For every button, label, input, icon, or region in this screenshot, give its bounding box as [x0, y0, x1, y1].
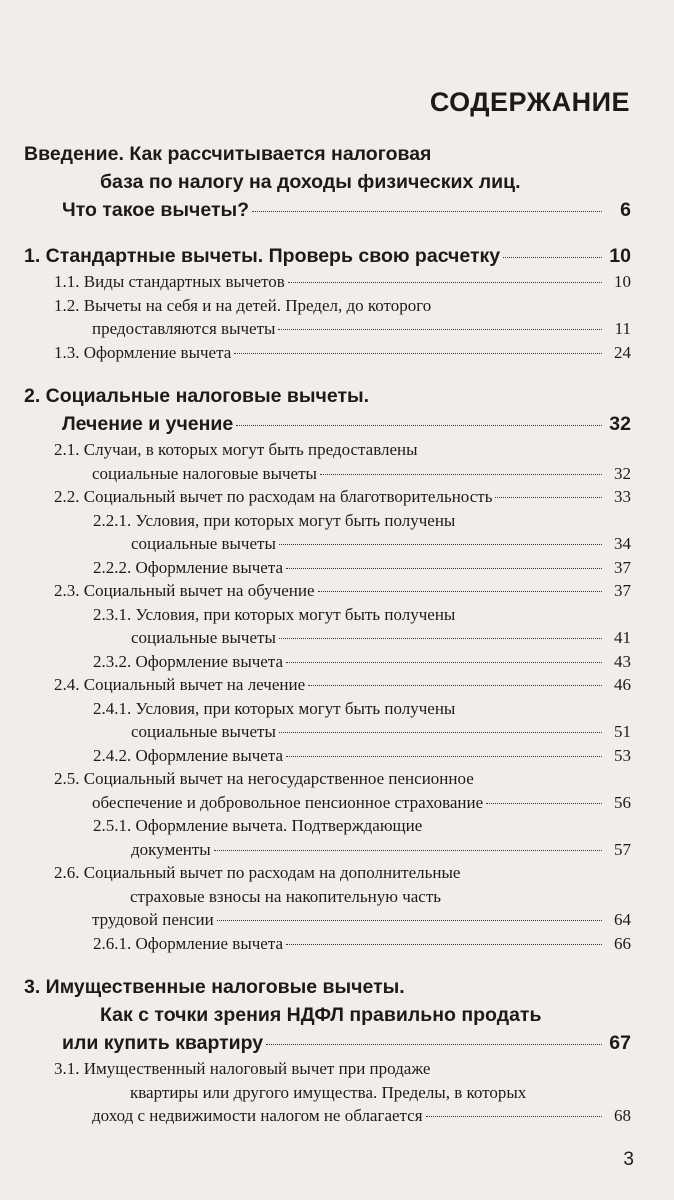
toc-entry[interactable]: [0, 673, 674, 697]
entry-text: квартиры или другого имущества. Пределы, в которых: [130, 1082, 527, 1102]
entry-text: социальные вычеты: [131, 534, 276, 553]
entry-page-number: 68: [614, 1106, 631, 1125]
entry-continuation: [93, 532, 674, 556]
entry-text: база по налогу на доходы физических лиц.: [100, 171, 521, 193]
dot-leader: [308, 685, 602, 686]
entry-text: 2.6.1. Оформление вычета: [93, 933, 284, 953]
toc-section: [0, 382, 674, 955]
entry-line: [24, 242, 674, 270]
entry-text: 1. Стандартные вычеты. Проверь свою расчетку: [24, 245, 501, 267]
dot-leader: [234, 353, 602, 354]
entry-line: [24, 382, 674, 410]
dot-leader: [279, 732, 602, 733]
entry-text: трудовой пенсии: [92, 910, 214, 929]
entry-line: [24, 973, 674, 1001]
entry-page-number: 32: [614, 463, 631, 483]
entry-line: [93, 556, 674, 580]
dot-leader: [486, 803, 602, 804]
entry-page-number: 34: [614, 534, 631, 553]
entry-line: [54, 673, 674, 697]
entry-text: 1.2. Вычеты на себя и на детей. Предел, до которого: [54, 295, 432, 315]
entry-continuation: [54, 908, 674, 932]
dot-leader: [278, 329, 602, 330]
dot-leader: [266, 1044, 602, 1045]
entry-page-number: 10: [614, 272, 631, 291]
entry-text: 3. Имущественные налоговые вычеты.: [24, 976, 405, 998]
section-heading[interactable]: [0, 140, 674, 224]
entry-line: [54, 485, 674, 509]
entry-continuation: [54, 791, 674, 815]
dot-leader: [279, 638, 602, 639]
page-number: 3: [623, 1149, 634, 1170]
entry-line: [54, 341, 674, 365]
entry-line: [93, 650, 674, 674]
entry-page-number: 43: [614, 651, 631, 671]
entry-continuation: [54, 1081, 674, 1105]
entry-text: страховые взносы на накопительную часть: [130, 886, 442, 906]
dot-leader: [217, 920, 602, 921]
entry-text: 2.4. Социальный вычет на лечение: [54, 675, 306, 694]
dot-leader: [286, 568, 602, 569]
toc-section: [0, 140, 674, 224]
dot-leader: [286, 944, 602, 945]
entry-line: [93, 814, 674, 838]
toc-subentry[interactable]: [0, 744, 674, 768]
toc-subentry[interactable]: [0, 932, 674, 956]
heading-continuation: [24, 168, 674, 196]
entry-page-number: 53: [614, 745, 631, 765]
entry-text: 2.1. Случаи, в которых могут быть предоставлены: [54, 440, 418, 459]
entry-text: 2. Социальные налоговые вычеты.: [24, 385, 370, 407]
toc-entry[interactable]: [0, 270, 674, 294]
entry-text: Что такое вычеты?: [62, 199, 250, 221]
entry-page-number: 41: [614, 628, 631, 647]
entry-text: документы: [131, 839, 211, 859]
entry-text: 2.6. Социальный вычет по расходам на дополнительные: [54, 863, 461, 882]
entry-text: или купить квартиру: [62, 1032, 264, 1054]
heading-continuation: [24, 196, 674, 224]
dot-leader: [252, 211, 602, 212]
toc-subentry[interactable]: [0, 697, 674, 744]
dot-leader: [495, 497, 602, 498]
entry-text: обеспечение и добровольное пенсионное страхование: [92, 792, 484, 812]
entry-page-number: 37: [614, 581, 631, 600]
entry-text: 3.1. Имущественный налоговый вычет при продаже: [54, 1059, 431, 1078]
entry-line: [54, 1057, 674, 1081]
entry-page-number: 10: [609, 245, 631, 267]
section-heading[interactable]: [0, 973, 674, 1057]
entry-page-number: 6: [620, 199, 631, 221]
entry-line: [54, 270, 674, 294]
entry-text: социальные вычеты: [131, 722, 276, 741]
entry-page-number: 56: [614, 792, 631, 812]
heading-continuation: [24, 1029, 674, 1057]
entry-text: 2.4.1. Условия, при которых могут быть получены: [93, 698, 456, 718]
entry-line: [54, 767, 674, 791]
entry-continuation: [54, 317, 674, 341]
entry-text: 2.4.2. Оформление вычета: [93, 745, 284, 765]
entry-page-number: 57: [614, 839, 631, 859]
section-heading[interactable]: [0, 382, 674, 438]
toc-subentry[interactable]: [0, 603, 674, 650]
entry-continuation: [54, 885, 674, 909]
entry-text: 2.3.1. Условия, при которых могут быть получены: [93, 604, 456, 624]
entry-page-number: 46: [614, 675, 631, 694]
entry-text: 2.2.1. Условия, при которых могут быть получены: [93, 510, 456, 530]
dot-leader: [426, 1116, 602, 1117]
entry-text: 2.3. Социальный вычет на обучение: [54, 581, 315, 600]
entry-line: [93, 603, 674, 627]
entry-line: [54, 861, 674, 885]
dot-leader: [214, 850, 602, 851]
entry-line: [93, 509, 674, 533]
entry-text: 2.2.2. Оформление вычета: [93, 557, 284, 577]
toc-entry[interactable]: [0, 438, 674, 485]
dot-leader: [503, 257, 602, 258]
entry-text: социальные налоговые вычеты: [92, 463, 317, 483]
entry-text: Как с точки зрения НДФЛ правильно продать: [100, 1004, 542, 1026]
entry-continuation: [93, 626, 674, 650]
entry-page-number: 51: [614, 722, 631, 741]
entry-text: 1.1. Виды стандартных вычетов: [54, 272, 285, 291]
toc-section: [0, 242, 674, 364]
entry-line: [24, 140, 674, 168]
entry-text: 2.5. Социальный вычет на негосударственное пенсионное: [54, 769, 474, 788]
toc-entry[interactable]: [0, 861, 674, 932]
entry-page-number: 24: [614, 342, 631, 362]
entry-line: [54, 579, 674, 603]
heading-continuation: [24, 410, 674, 438]
entry-text: Введение. Как рассчитывается налоговая: [24, 143, 432, 165]
toc-entry[interactable]: [0, 485, 674, 509]
toc-entry[interactable]: [0, 579, 674, 603]
entry-continuation: [54, 1104, 674, 1128]
toc-subentry[interactable]: [0, 814, 674, 861]
dot-leader: [318, 591, 602, 592]
dot-leader: [286, 756, 602, 757]
entry-text: 2.2. Социальный вычет по расходам на благотворительность: [54, 487, 493, 506]
heading-continuation: [24, 1001, 674, 1029]
toc-subentry[interactable]: [0, 556, 674, 580]
page-title: СОДЕРЖАНИЕ: [429, 87, 630, 117]
dot-leader: [288, 282, 602, 283]
toc-section: [0, 973, 674, 1128]
entry-continuation: [93, 720, 674, 744]
dot-leader: [320, 474, 602, 475]
entry-continuation: [54, 462, 674, 486]
entry-line: [93, 932, 674, 956]
entry-line: [93, 697, 674, 721]
section-heading[interactable]: [0, 242, 674, 270]
entry-text: 2.3.2. Оформление вычета: [93, 651, 284, 671]
dot-leader: [236, 425, 602, 426]
entry-line: [54, 294, 674, 318]
entry-text: 1.3. Оформление вычета: [54, 342, 232, 362]
entry-text: Лечение и учение: [62, 413, 234, 435]
dot-leader: [279, 544, 602, 545]
dot-leader: [286, 662, 602, 663]
entry-page-number: 67: [609, 1032, 631, 1054]
toc-subentry[interactable]: [0, 509, 674, 556]
entry-page-number: 32: [609, 413, 631, 435]
entry-page-number: 37: [614, 557, 631, 577]
entry-page-number: 64: [614, 910, 631, 929]
toc-entry[interactable]: [0, 294, 674, 341]
entry-page-number: 11: [614, 319, 631, 338]
toc-entry[interactable]: [0, 1057, 674, 1128]
entry-line: [54, 438, 674, 462]
toc-subentry[interactable]: [0, 650, 674, 674]
entry-text: 2.5.1. Оформление вычета. Подтверждающие: [93, 816, 423, 835]
entry-text: доход с недвижимости налогом не облагается: [92, 1106, 423, 1125]
entry-text: социальные вычеты: [131, 628, 276, 647]
entry-continuation: [93, 838, 674, 862]
entry-page-number: 66: [614, 933, 631, 953]
table-of-contents: [0, 140, 674, 1146]
entry-page-number: 33: [614, 487, 631, 506]
entry-line: [93, 744, 674, 768]
toc-entry[interactable]: [0, 341, 674, 365]
entry-text: предоставляются вычеты: [92, 319, 276, 338]
toc-entry[interactable]: [0, 767, 674, 814]
